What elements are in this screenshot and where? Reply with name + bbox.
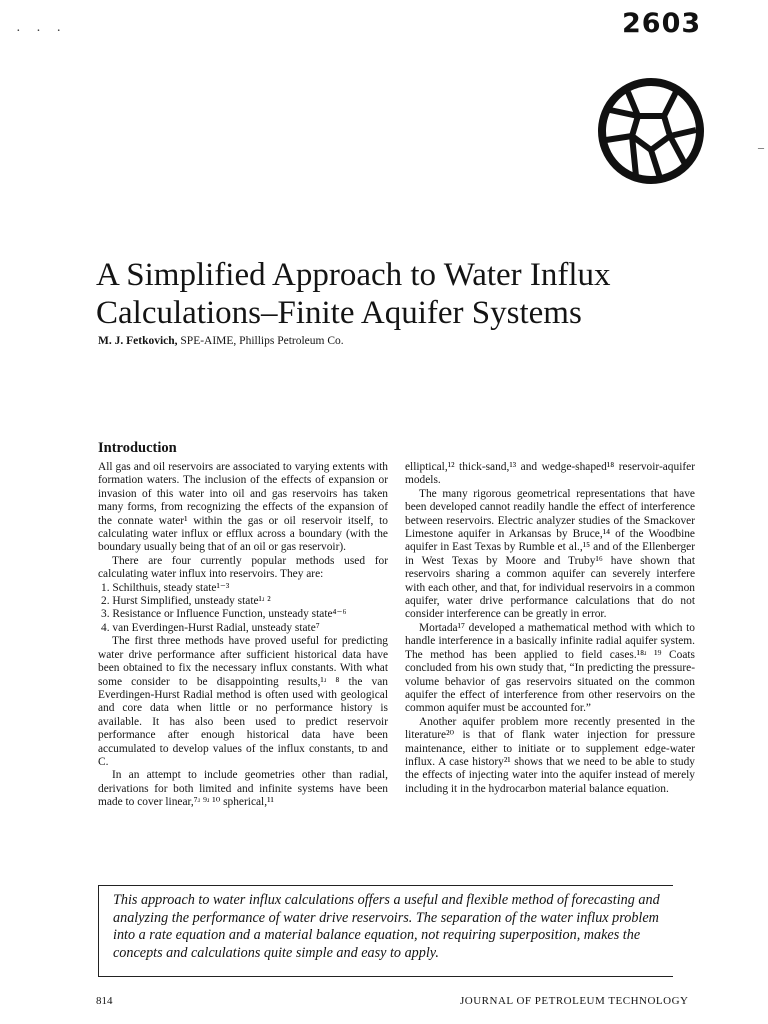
paragraph: The many rigorous geometrical representations that have been developed cannot readily handle the effect of interference between reservoirs. Electric analyzer studies of the Smackover Limestone aquifer in Arkansas by Bruce,¹⁴ of the Woodbine aquifer in East Texas by Rumble et al.,¹⁵ and of the Ellenberger in West Texas by Moore and Truby¹⁶ have shown that reservoirs sharing a common aquifer can severely interfere with each other, and that, for individual reservoirs in a common aquifer, water drive performance calculations that do not consider interference can be greatly in error. [405,487,695,621]
title-line-1: A Simplified Approach to Water Influx [96,257,611,293]
list-item: 3. Resistance or Influence Function, unsteady state⁴⁻⁶ [101,608,347,621]
list-item: 1. Schilthuis, steady state¹⁻³ [101,581,230,594]
page-number: 814 [96,995,113,1007]
author-affiliation: SPE-AIME, Phillips Petroleum Co. [180,335,344,347]
paragraph: elliptical,¹² thick-sand,¹³ and wedge-shaped¹⁸ reservoir-aquifer models. [405,461,695,487]
journal-name: JOURNAL OF PETROLEUM TECHNOLOGY [460,995,689,1007]
paragraph: Another aquifer problem more recently presented in the literature²⁰ is that of flank water injection for pressure maintenance, either to initiate or to supplement edge-water influx. A case history²¹ shows that we need to be able to study the effects of injecting water into the aquifer instead of merely including it in the hydrocarbon material balance equation. [405,715,695,795]
paragraph: Mortada¹⁷ developed a mathematical method with which to handle interference in a basically infinite radial aquifer system. The method has been applied to field cases.¹⁸ʴ ¹⁹ Coats concluded from his own study that, “In predicting the pressure-volume behavior of gas reservoirs situated on the common aquifer the effect of interference from other reservoirs on the common aquifer must be accounted for.” [405,621,695,715]
handwritten-number: 2603 [622,8,702,39]
list-item: 4. van Everdingen-Hurst Radial, unsteady state⁷ [101,621,320,634]
byline [98,335,344,347]
margin-dots: · · · [16,24,67,39]
abstract-box: This approach to water influx calculations offers a useful and flexible method of forecasting and analyzing the performance of water drive reservoirs. The separation of the water influx problem into a rate equation and a material balance equation, not requiring superposition, makes the concepts and calculations quite simple and easy to apply. [98,885,673,977]
author-name: M. J. Fetkovich, [98,335,178,347]
left-column [98,461,388,810]
paragraph: In an attempt to include geometries other than radial, derivations for both limited and infinite systems have been made to cover linear,⁷ʴ ⁹ʴ ¹⁰ spherical,¹¹ [98,769,388,809]
section-heading: Introduction [98,440,177,456]
right-column [405,461,695,796]
paragraph: There are four currently popular methods used for calculating water influx into reservoirs. They are: [98,554,388,581]
spe-logo-icon [598,78,704,184]
article-title [96,256,716,332]
paragraph: All gas and oil reservoirs are associated to varying extents with formation waters. The inclusion of the effects of expansion or invasion of this water into oil and gas reservoirs has taken many forms, from recognizing the effects of the expansion of the connate water¹ within the gas or oil reservoir itself, to calculating water influx or efflux across a boundary (with the boundary usually being that of an oil or gas reservoir). [98,461,388,554]
list-item: 2. Hurst Simplified, unsteady state¹ʴ ² [101,595,271,608]
title-line-2: Calculations–Finite Aquifer Systems [96,295,582,331]
paragraph: The first three methods have proved useful for predicting water drive performance after sufficient historical data have been obtained to fix the necessary influx constants. With what some consider to be disappointing results,¹ʴ ⁸ the van Everdingen-Hurst Radial method is often used with geological and core data when little or no performance history is available. It has also been used to predict reservoir performance after enough historical data have been accumulated to develop values of the influx constants, tᴅ and C. [98,635,388,768]
edge-mark: – [758,140,764,154]
